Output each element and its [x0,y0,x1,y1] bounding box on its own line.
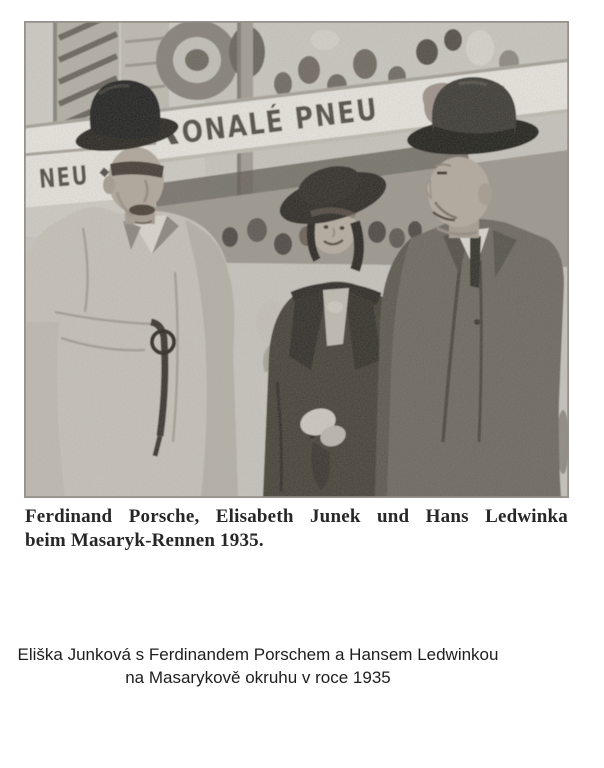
caption-czech-line1: Eliška Junková s Ferdinandem Porschem a Hansem Ledwinkou [17,645,499,664]
caption-german [25,505,568,553]
photo-illustration [25,22,568,497]
photograph [25,22,568,497]
caption-czech-line2: na Masarykově okruhu v roce 1935 [125,668,391,687]
caption-czech [0,643,516,689]
caption-german-line1: Ferdinand Porsche, Elisabeth Junek und Hans Ledwinka [25,506,568,527]
caption-german-line2: beim Masaryk-Rennen 1935. [25,530,264,551]
